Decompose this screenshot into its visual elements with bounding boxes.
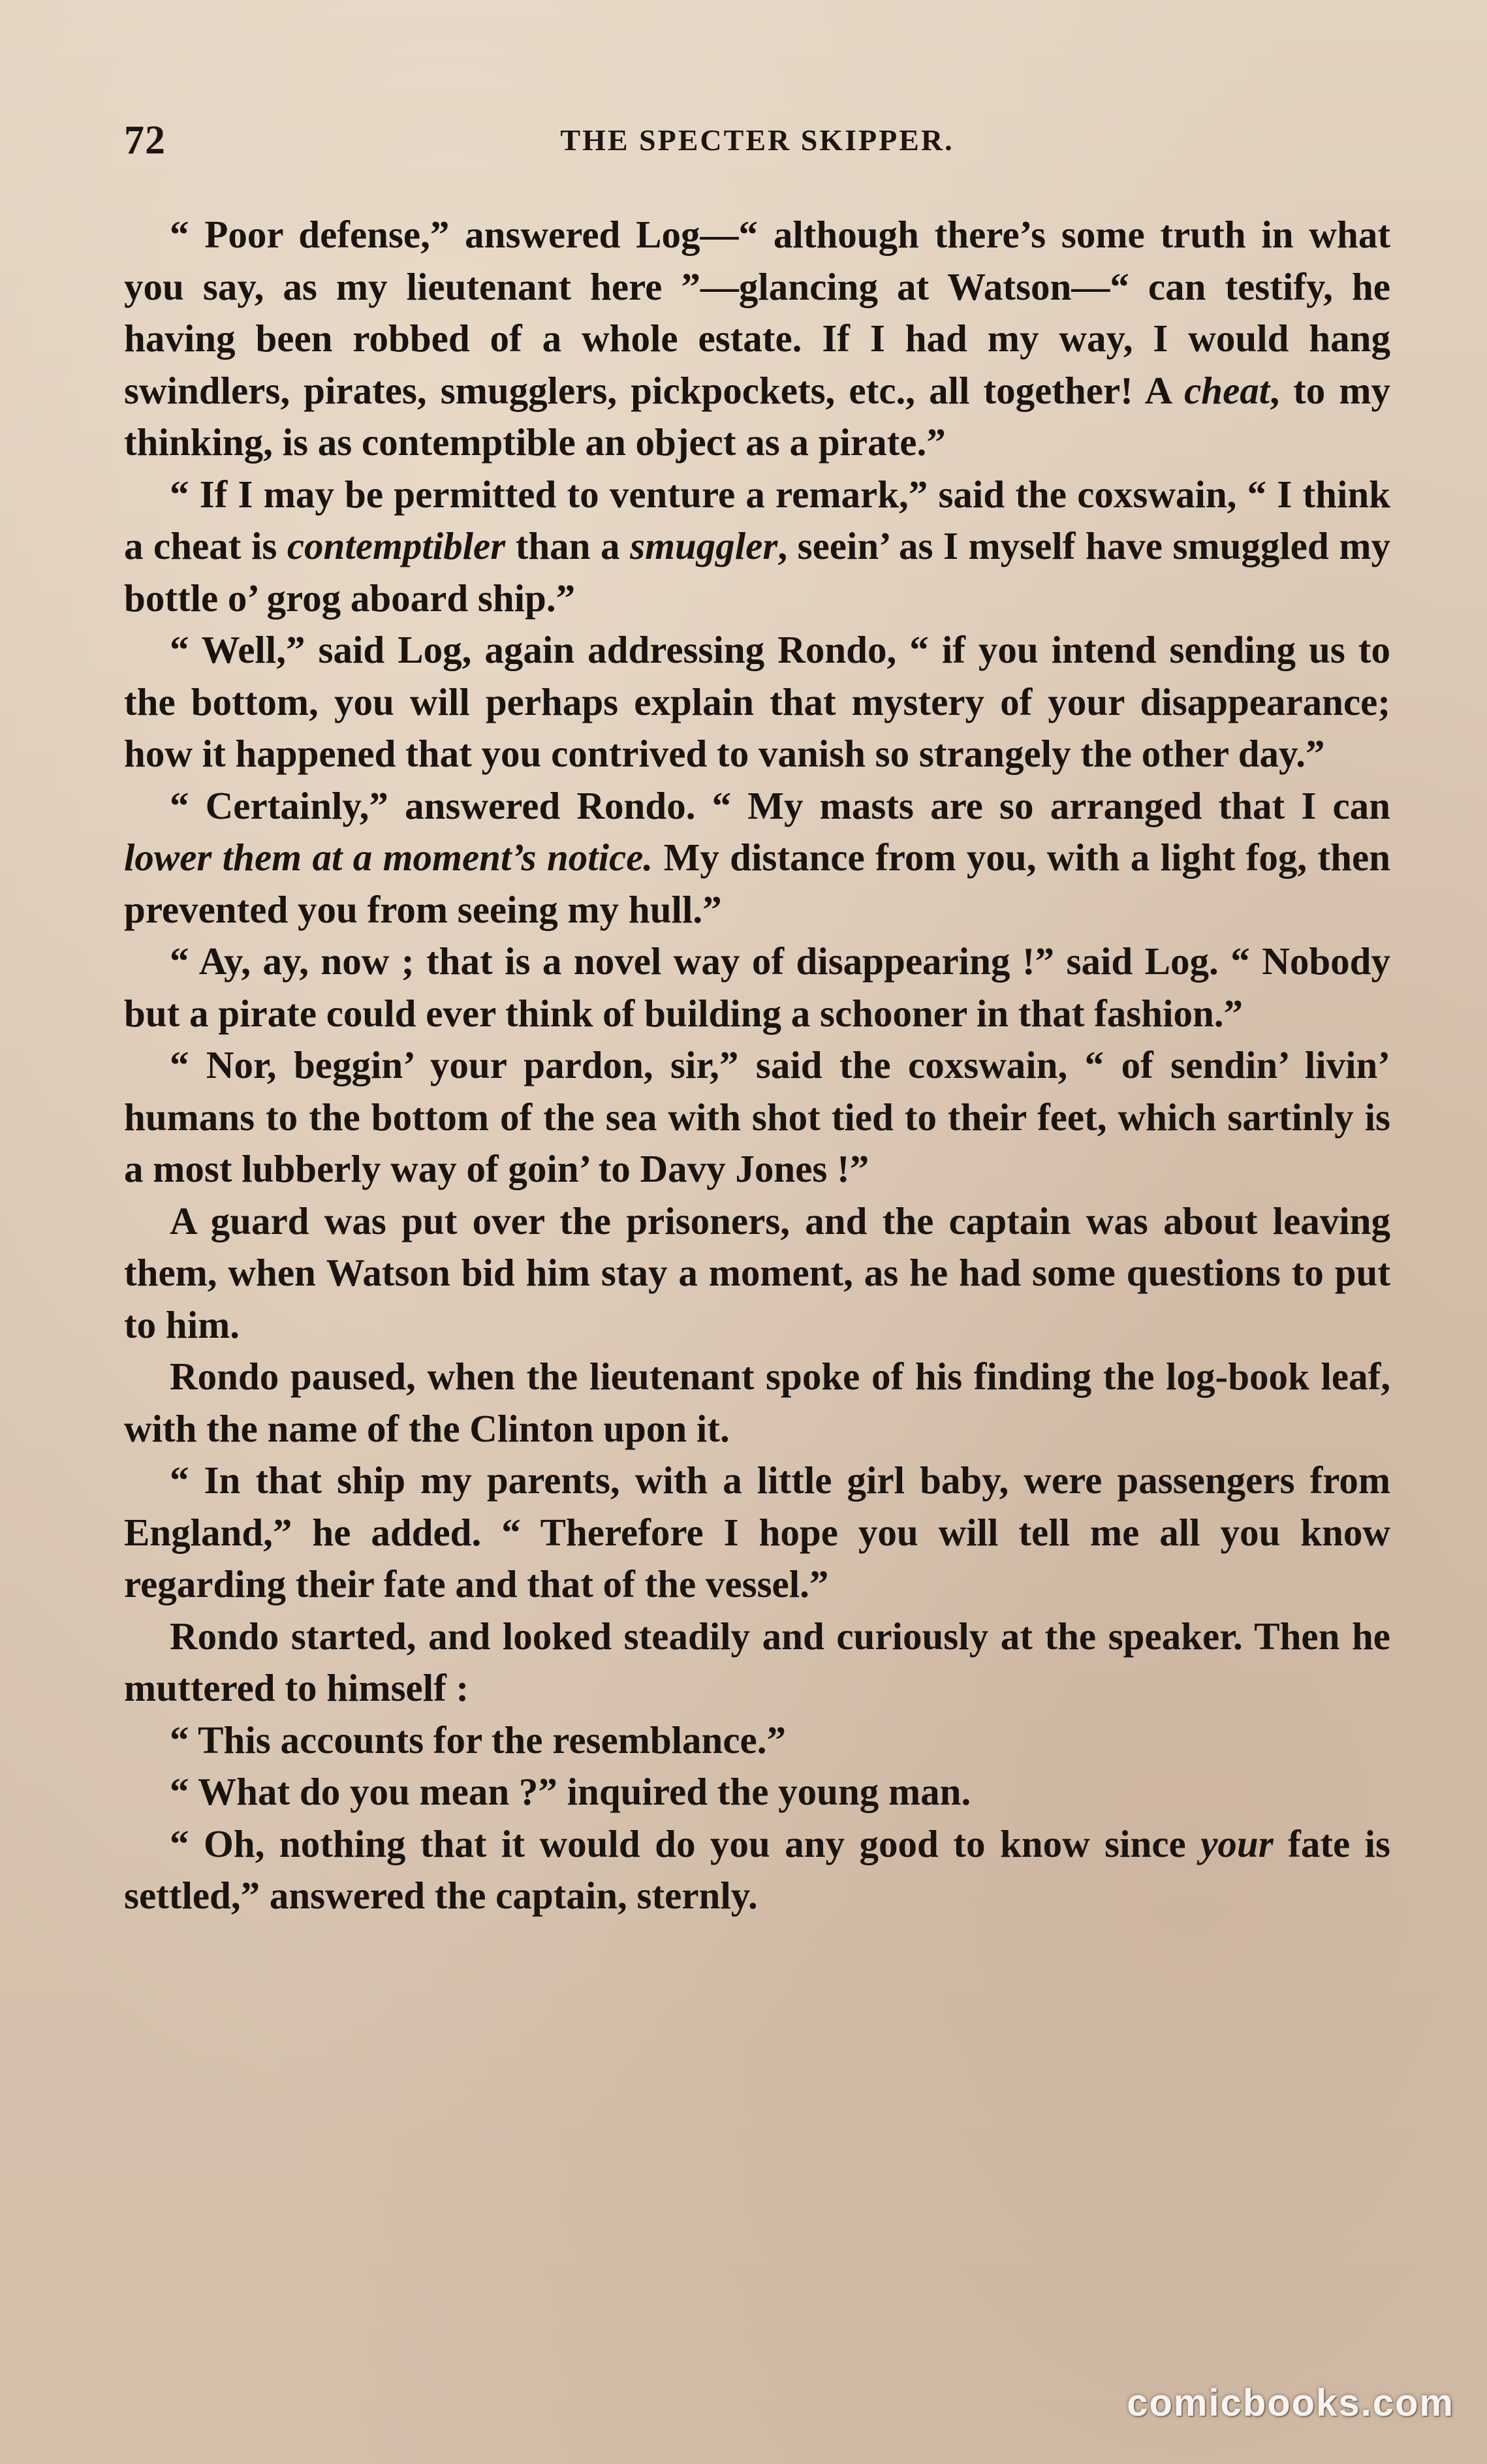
paragraph: [124, 624, 1390, 780]
paragraph: [124, 209, 1390, 469]
text-segment: A guard was put over the prisoners, and the captain was about leaving them, when Watson bid him stay a moment, as he had some questions to put to him.: [124, 1199, 1390, 1346]
text-segment: “ If I may be permitted to venture a remark,” said the coxswain, “ I think a cheat is: [124, 472, 1390, 567]
text-segment: “ Oh, nothing that it would do you any good to know since: [170, 1822, 1201, 1865]
paragraph: [124, 469, 1390, 625]
paragraph: [124, 1455, 1390, 1611]
text-segment: Rondo started, and looked steadily and curiously at the speaker. Then he muttered to himself :: [124, 1614, 1390, 1709]
text-segment: My distance from you, with a light fog, then prevented you from seeing my hull.”: [124, 836, 1390, 931]
emphasis-text: contemptibler: [287, 524, 506, 567]
text-segment: “ This accounts for the resemblance.”: [170, 1718, 786, 1761]
text-segment: “ Certainly,” answered Rondo. “ My masts are so arranged that I can: [170, 783, 1390, 827]
paragraph: [124, 1611, 1390, 1714]
paragraph: [124, 1818, 1390, 1922]
paragraph: [124, 1195, 1390, 1351]
paragraph: [124, 1039, 1390, 1195]
paragraph: [124, 936, 1390, 1039]
text-segment: “ Ay, ay, now ; that is a novel way of disappearing !” said Log. “ Nobody but a pirate could ever think of building a schooner in that fashion.”: [124, 940, 1390, 1035]
emphasis-text: cheat: [1184, 368, 1270, 412]
text-segment: than a: [505, 524, 631, 567]
watermark-text: comicbooks.com: [1127, 2382, 1454, 2424]
emphasis-text: smuggler: [630, 524, 778, 567]
paragraph: [124, 1714, 1390, 1767]
text-segment: , to my thinking, is as contemptible an object as a pirate.”: [124, 368, 1390, 464]
emphasis-text: your: [1200, 1822, 1274, 1865]
text-segment: “ In that ship my parents, with a little girl baby, were passengers from England,” he added. “ Therefore I hope you will tell me all you know regarding their fate and that of the vessel.”: [124, 1459, 1390, 1605]
text-segment: “ Nor, beggin’ your pardon, sir,” said the coxswain, “ of sendin’ livin’ humans to the bottom of the sea with shot tied to their feet, which sartinly is a most lubberly way of goin’ to Davy Jones !”: [124, 1043, 1390, 1190]
emphasis-text: lower them at a moment’s notice.: [124, 836, 653, 879]
text-segment: “ Poor defense,” answered Log—“ although there’s some truth in what you say, as my lieutenant here ”—glancing at Watson—“ can testify, he having been robbed of a whole estate. If I had my way, I would hang swindlers, pirates, smugglers, pickpockets, etc., all together! A: [124, 213, 1390, 412]
running-title: THE SPECTER SKIPPER.: [560, 123, 954, 157]
paragraph: [124, 1766, 1390, 1818]
text-segment: “ What do you mean ?” inquired the young man.: [170, 1770, 971, 1813]
text-segment: “ Well,” said Log, again addressing Rondo, “ if you intend sending us to the bottom, you will perhaps explain that mystery of your disappearance; how it happened that you contrived to vanish so strangely the other day.”: [124, 628, 1390, 775]
text-segment: , seein’ as I myself have smuggled my bottle o’ grog aboard ship.”: [124, 524, 1390, 620]
page-number: 72: [124, 118, 166, 163]
running-head: [124, 118, 1390, 170]
paragraph: [124, 1351, 1390, 1455]
text-segment: fate is settled,” answered the captain, sternly.: [124, 1822, 1390, 1917]
paragraph: [124, 780, 1390, 936]
text-segment: Rondo paused, when the lieutenant spoke of his finding the log-book leaf, with the name of the Clinton upon it.: [124, 1355, 1390, 1450]
body-text: [124, 209, 1390, 1922]
